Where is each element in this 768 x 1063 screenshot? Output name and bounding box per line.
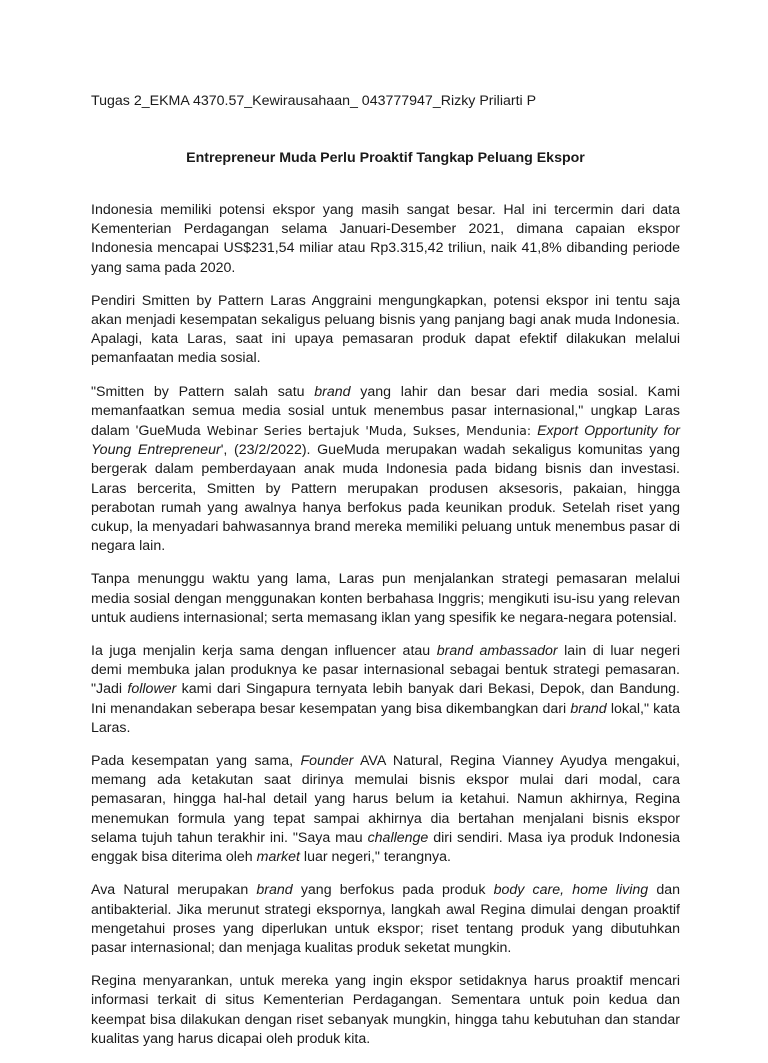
paragraph-text: AVA Natural, Regina Vianney Ayudya mengakui, memang ada ketakutan saat dirinya memulai bisnis ekspor mulai dari modal, cara pemasaran, hingga hal-hal detail yang harus belum ia ketahui. Namun akhirnya, Regina menemukan formula yang tepat sampai akhirnya dia bertahan menjalani bisnis ekspor selama tujuh tahun terakhir ini. "Saya mau (91, 753, 680, 846)
paragraph-text: lain di luar negeri demi membuka jalan produknya ke pasar internasional sebagai bentuk strategi pemasaran. "Jadi (91, 643, 680, 698)
paragraph (91, 752, 680, 867)
document-content (91, 92, 680, 1063)
paragraph-text: Ia juga menjalin kerja sama dengan influencer atau (91, 643, 437, 660)
paragraph-text: Ava Natural merupakan (91, 882, 257, 899)
paragraph (91, 201, 680, 278)
paragraph-text: Pada kesempatan yang sama, (91, 753, 301, 770)
emphasized-term: follower (127, 681, 177, 698)
emphasized-term: challenge (367, 829, 429, 846)
article-title: Entrepreneur Muda Perlu Proaktif Tangkap Peluang Ekspor (186, 150, 585, 166)
paragraph-text: Regina menyarankan, untuk mereka yang ingin ekspor setidaknya harus proaktif mencari informasi terkait di situs Kementerian Perdagangan. Sementara untuk poin kedua dan keempat bisa dilakukan dengan riset sebanyak mungkin, hingga tahu kebutuhan dan standar kualitas yang harus dicapai oleh produk kita. (91, 973, 680, 1047)
paragraph (91, 881, 680, 958)
paragraph-text: lokal," kata Laras. (91, 700, 680, 736)
emphasized-term: Founder (300, 753, 354, 770)
paragraph-text: Pendiri Smitten by Pattern Laras Anggraini mengungkapkan, potensi ekspor ini tentu saja akan menjadi kesempatan sekaligus peluang bisnis yang panjang bagi anak muda Indonesia. Apalagi, kata Laras, saat ini upaya pemasaran produk dapat efektif dilakukan melalui pemanfaatan media sosial. (91, 292, 680, 367)
paragraph-text: yang berfokus pada produk (292, 882, 494, 899)
paragraph-text: "Smitten by Pattern salah satu (91, 383, 315, 400)
emphasized-term: Export Opportunity for Young Entrepreneur (91, 423, 680, 459)
paragraph-text: dan antibakterial. Jika merunut strategi ekspornya, langkah awal Regina dimulai dengan proaktif mengetahui proses yang diperlukan untuk ekspor; riset tentang produk yang dibutuhkan pasar internasional; dan menjaga kualitas produk seketat mungkin. (91, 882, 680, 956)
paragraph-text: yang lahir dan besar dari media sosial. Kami memanfaatkan semua media sosial untuk menembus pasar internasional," ungkap Laras dalam 'GueMuda (91, 383, 680, 440)
paragraph-text: Indonesia memiliki potensi ekspor yang masih sangat besar. Hal ini tercermin dari data Kementerian Perdagangan selama Januari-Desember 2021, dimana capaian ekspor Indonesia mencapai US$231,54 miliar atau Rp3.315,42 triliun, naik 41,8% dibanding periode yang sama pada 2020. (91, 202, 680, 276)
paragraph (91, 972, 680, 1049)
emphasized-term: market (256, 849, 300, 866)
paragraph-text: Webinar Series bertajuk 'Muda, Sukses, Mendunia: (206, 423, 538, 439)
paragraph-text: luar negeri," terangnya. (299, 849, 451, 866)
paragraph-text: ', (23/2/2022). GueMuda merupakan wadah sekaligus komunitas yang bergerak dalam pemberdayaan anak muda Indonesia pada bidang bisnis dan investasi. Laras bercerita, Smitten by Pattern merupakan produsen aksesoris, pakaian, hingga perabotan rumah yang awalnya hanya berfokus pada keunikan produk. Setelah riset yang cukup, la menyadari bahwasannya brand mereka memiliki peluang untuk menembus pasar di negara lain. (91, 442, 680, 555)
emphasized-term: body care, home living (493, 882, 649, 899)
emphasized-term: brand (256, 882, 293, 899)
paragraph-text: kami dari Singapura ternyata lebih banyak dari Bekasi, Depok, dan Bandung. Ini menandakan seberapa besar kesempatan yang bisa dikembangkan dari (91, 681, 680, 717)
emphasized-term: brand (570, 700, 607, 717)
assignment-header: Tugas 2_EKMA 4370.57_Kewirausahaan_ 043777947_Rizky Priliarti P (91, 93, 537, 109)
paragraph (91, 570, 680, 628)
emphasized-term: brand (314, 383, 351, 400)
article-body (91, 201, 680, 1049)
paragraph (91, 642, 680, 738)
paragraph (91, 292, 680, 369)
paragraph (91, 383, 680, 557)
paragraph-text: diri sendiri. Masa iya produk Indonesia enggak bisa diterima oleh (91, 829, 680, 866)
emphasized-term: brand ambassador (436, 643, 558, 660)
paragraph-text: Tanpa menunggu waktu yang lama, Laras pun menjalankan strategi pemasaran melalui media sosial dengan menggunakan konten berbahasa Inggris; mengikuti isu-isu yang relevan untuk audiens internasional; serta memasang iklan yang spesifik ke negara-negara potensial. (91, 571, 680, 626)
